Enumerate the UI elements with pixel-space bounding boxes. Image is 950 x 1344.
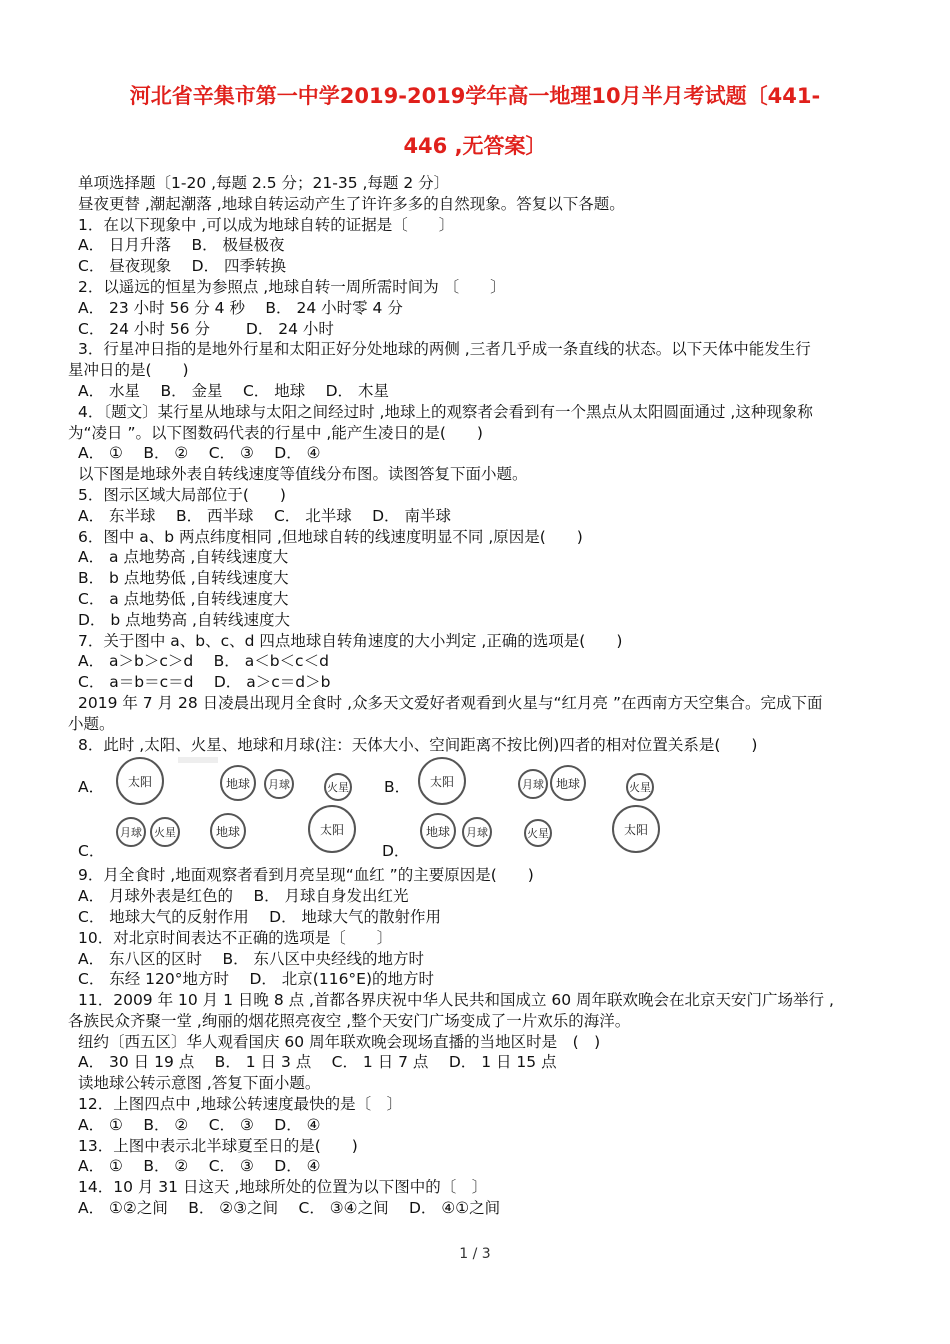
text-line: 13．上图中表示北半球夏至日的是( ) xyxy=(78,1136,358,1155)
mars-circle: 火星 xyxy=(324,773,352,801)
scan-artifact xyxy=(178,757,218,763)
text-line: A． ①②之间 B． ②③之间 C． ③④之间 D． ④①之间 xyxy=(78,1199,501,1218)
text-line: A． 东半球 B． 西半球 C． 北半球 D． 南半球 xyxy=(78,506,451,525)
text-line: 2．以遥远的恒星为参照点 ,地球自转一周所需时间为 〔 〕 xyxy=(78,277,506,296)
text-line: 10．对北京时间表达不正确的选项是〔 〕 xyxy=(78,928,393,947)
mars-circle: 火星 xyxy=(626,773,654,801)
text-line: 12．上图四点中 ,地球公转速度最快的是〔 〕 xyxy=(78,1095,403,1114)
text-line: A． 日月升落 B． 极昼极夜 xyxy=(78,236,285,255)
text-line: C． 昼夜现象 D． 四季转换 xyxy=(78,257,287,276)
text-line: 读地球公转示意图 ,答复下面小题。 xyxy=(78,1074,321,1093)
option-c-label: C． xyxy=(78,842,105,861)
text-line: B． b 点地势低 ,自转线速度大 xyxy=(78,569,289,588)
text-line: D． b 点地势高 ,自转线速度大 xyxy=(78,610,290,629)
question-3-options: A． 水星 B． 金星 C． 地球 D． 木星 xyxy=(78,381,389,400)
mars-circle: 火星 xyxy=(150,817,180,847)
moon-circle: 月球 xyxy=(518,769,548,799)
text-line: 9．月全食时 ,地面观察者看到月亮呈现“血红 ”的主要原因是( ) xyxy=(78,866,534,885)
text-line: A． ① B． ② C． ③ D． ④ xyxy=(78,1115,321,1134)
text-line: A． 23 小时 56 分 4 秒 B． 24 小时零 4 分 xyxy=(78,298,403,317)
text-line: 14．10 月 31 日这天 ,地球所处的位置为以下图中的〔 〕 xyxy=(78,1178,488,1197)
text-line: A． 30 日 19 点 B． 1 日 3 点 C． 1 日 7 点 D． 1 日 15 点 xyxy=(78,1053,557,1072)
sun-circle: 太阳 xyxy=(418,757,466,805)
question-3-line-1: 3．行星冲日指的是地外行星和太阳正好分处地球的两侧 ,三者几乎成一条直线的状态。以下天体中能发生行 xyxy=(78,340,811,359)
document-title-line-2: 446 ,无答案〕 xyxy=(403,134,547,158)
celestial-diagram-lower xyxy=(68,813,886,865)
sun-circle: 太阳 xyxy=(308,805,356,853)
mars-circle: 火星 xyxy=(524,819,552,847)
sun-circle: 太阳 xyxy=(612,805,660,853)
question-4-line-2: 为“凌日 ”。以下图数码代表的行星中 ,能产生凌日的是( ) xyxy=(68,423,483,442)
earth-circle: 地球 xyxy=(420,813,456,849)
text-line: A． ① B． ② C． ③ D． ④ xyxy=(78,1157,321,1176)
text-line: 5．图示区域大局部位于( ) xyxy=(78,485,286,504)
paragraph-2019-line-2: 小题。 xyxy=(68,714,115,733)
text-line: C． 24 小时 56 分 D． 24 小时 xyxy=(78,319,334,338)
question-4-line-1: 4．〔题文〕某行星从地球与太阳之间经过时 ,地球上的观察者会看到有一个黑点从太阳圆面通过 ,这种现象称 xyxy=(78,402,813,421)
sun-circle: 太阳 xyxy=(116,757,164,805)
question-8: 8．此时 ,太阳、火星、地球和月球(注：天体大小、空间距离不按比例)四者的相对位置关系是( ) xyxy=(78,735,758,754)
text-line: A． ① B． ② C． ③ D． ④ xyxy=(78,444,321,463)
moon-circle: 月球 xyxy=(116,817,146,847)
text-line: 1．在以下现象中 ,可以成为地球自转的证据是〔 〕 xyxy=(78,215,455,234)
text-line: C． 东经 120°地方时 D． 北京(116°E)的地方时 xyxy=(78,970,435,989)
text-line: A． 东八区的区时 B． 东八区中央经线的地方时 xyxy=(78,949,425,968)
option-a-label: A． xyxy=(78,778,105,797)
earth-circle: 地球 xyxy=(210,813,246,849)
text-line: A． 月球外表是红色的 B． 月球自身发出红光 xyxy=(78,887,409,906)
option-d-label: D． xyxy=(382,842,410,861)
option-b-label: B． xyxy=(384,778,411,797)
text-line: 纽约〔西五区〕华人观看国庆 60 周年联欢晚会现场直播的当地区时是 ( ) xyxy=(78,1032,601,1051)
moon-circle: 月球 xyxy=(462,817,492,847)
question-11-line-1: 11．2009 年 10 月 1 日晚 8 点 ,首都各界庆祝中华人民共和国成立 60 周年联欢晚会在北京天安门广场举行 , xyxy=(78,991,834,1010)
question-11-line-2: 各族民众齐聚一堂 ,绚丽的烟花照亮夜空 ,整个天安门广场变成了一片欢乐的海洋。 xyxy=(68,1011,631,1030)
document-title-line-1: 河北省辛集市第一中学2019-2019学年高一地理10月半月考试题〔441- xyxy=(129,84,821,108)
document-body xyxy=(68,173,886,1219)
moon-circle: 月球 xyxy=(264,769,294,799)
paragraph-2019-line-1: 2019 年 7 月 28 日凌晨出现月全食时 ,众多天文爱好者观看到火星与“红月亮 ”在西南方天空集合。完成下面 xyxy=(78,693,823,712)
text-line: 昼夜更替 ,潮起潮落 ,地球自转运动产生了许许多多的自然现象。答复以下各题。 xyxy=(78,194,625,213)
question-3-line-2: 星冲日的是( ) xyxy=(68,361,189,380)
text-line: C． a 点地势低 ,自转线速度大 xyxy=(78,589,289,608)
text-line: 以下图是地球外表自转线速度等值线分布图。读图答复下面小题。 xyxy=(78,465,528,484)
earth-circle: 地球 xyxy=(550,765,586,801)
text-line: 6．图中 a、b 两点纬度相同 ,但地球自转的线速度明显不同 ,原因是( ) xyxy=(78,527,583,546)
page-number: 1 / 3 xyxy=(459,1246,491,1262)
text-line: A． a＞b＞c＞d B． a＜b＜c＜d xyxy=(78,652,329,671)
text-line: C． 地球大气的反射作用 D． 地球大气的散射作用 xyxy=(78,907,442,926)
earth-circle: 地球 xyxy=(220,765,256,801)
text-line: A． a 点地势高 ,自转线速度大 xyxy=(78,548,289,567)
text-line: 单项选择题〔1-20 ,每题 2.5 分；21-35 ,每题 2 分〕 xyxy=(78,174,450,192)
text-line: 7．关于图中 a、b、c、d 四点地球自转角速度的大小判定 ,正确的选项是( ) xyxy=(78,631,623,650)
text-line: C． a＝b＝c＝d D． a＞c＝d＞b xyxy=(78,673,331,692)
